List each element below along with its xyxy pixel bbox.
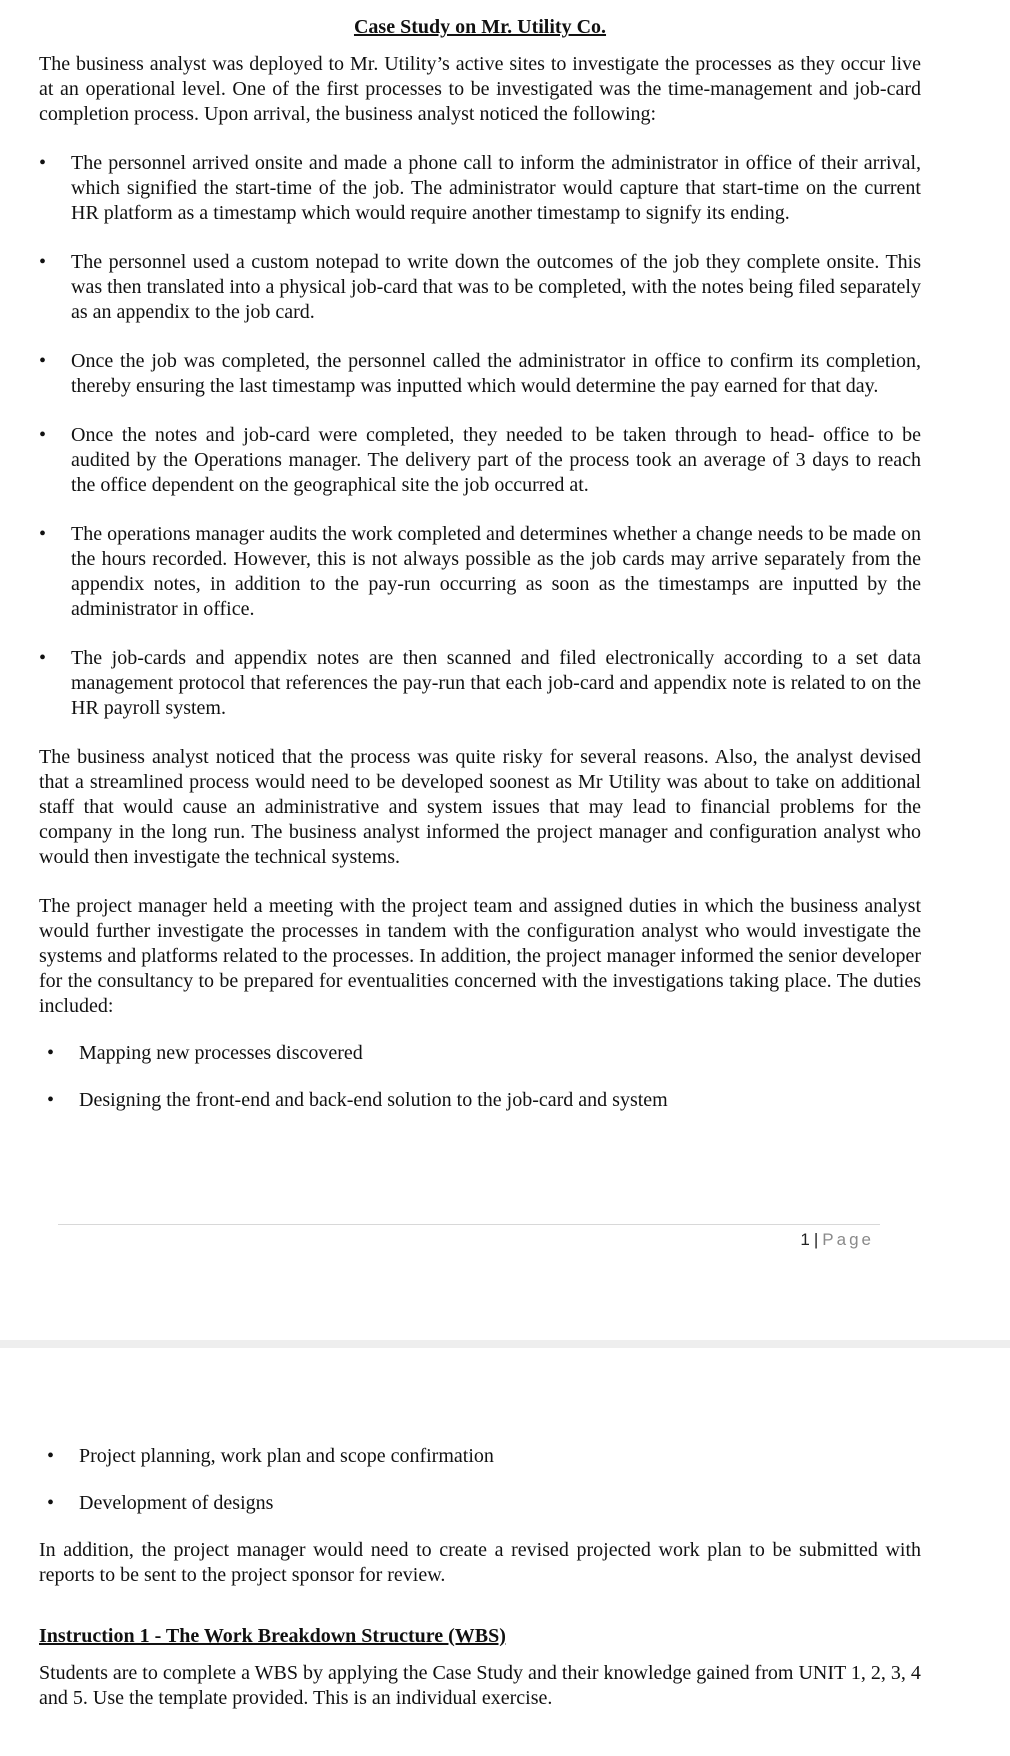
duty-item: • Project planning, work plan and scope confirmation (47, 1445, 494, 1467)
page-number: 1 (800, 1230, 810, 1249)
workplan-paragraph: In addition, the project manager would need to create a revised projected work plan to be submitted with reports to be sent to the project sponsor for review. (39, 1539, 921, 1586)
bullet-icon: • (47, 1042, 55, 1064)
observation-item: • The operations manager audits the work completed and determines whether a change needs to be made on the hours recorded. However, this is not always possible as the job cards may arrive separately from the appendix notes, in addition to the pay-run occurring as soon as the timestamps are inputted by the administrator in office. (39, 523, 921, 620)
observations-list (39, 151, 921, 721)
footer-divider (58, 1224, 880, 1225)
bullet-icon: • (47, 1089, 55, 1111)
observation-item: • The personnel arrived onsite and made a phone call to inform the administrator in office of their arrival, which signified the start-time of the job. The administrator would capture that start-time on the current HR platform as a timestamp which would require another timestamp to signify its ending. (39, 152, 921, 224)
risk-paragraph: The business analyst noticed that the process was quite risky for several reasons. Also, the analyst devised that a streamlined process would need to be developed soonest as Mr Utility was about to take on additional staff that would cause an administrative and system issues that may lead to financial problems for the company in the long run. The business analyst informed the project manager and configuration analyst who would then investigate the technical systems. (39, 746, 921, 868)
page-1-content (39, 16, 921, 1113)
page-separator: | (813, 1230, 819, 1249)
duty-item: • Designing the front-end and back-end solution to the job-card and system (47, 1089, 668, 1111)
bullet-icon: • (39, 350, 47, 372)
bullet-icon: • (39, 424, 47, 446)
duties-list-page-2 (39, 1444, 921, 1516)
instruction-heading: Instruction 1 - The Work Breakdown Structure (WBS) (39, 1625, 506, 1647)
bullet-icon: • (39, 251, 47, 273)
intro-paragraph: The business analyst was deployed to Mr. Utility’s active sites to investigate the processes as they occur live at an operational level. One of the first processes to be investigated was the time-management and job-card completion process. Upon arrival, the business analyst noticed the following: (39, 53, 921, 125)
document-title: Case Study on Mr. Utility Co. (353, 16, 607, 38)
meeting-paragraph: The project manager held a meeting with the project team and assigned duties in which the business analyst would further investigate the processes in tandem with the configuration analyst who would investigate the systems and platforms related to the processes. In addition, the project manager informed the senior developer for the consultancy to be prepared for eventualities concerned with the investigations taking place. The duties included: (39, 895, 921, 1017)
bullet-icon: • (39, 523, 47, 545)
page-break (0, 1340, 1010, 1348)
page-footer (800, 1230, 874, 1250)
document-page-2 (0, 1348, 1010, 1756)
observation-item: • The personnel used a custom notepad to write down the outcomes of the job they complete onsite. This was then translated into a physical job-card that was to be completed, with the notes being filed separately as an appendix to the job card. (39, 251, 921, 323)
bullet-icon: • (39, 647, 47, 669)
bullet-icon: • (39, 152, 47, 174)
page-label: Page (822, 1230, 874, 1249)
observation-item: • The job-cards and appendix notes are then scanned and filed electronically according to a set data management protocol that references the pay-run that each job-card and appendix note is related to on the HR payroll system. (39, 647, 921, 719)
observation-item: • Once the job was completed, the personnel called the administrator in office to confirm its completion, thereby ensuring the last timestamp was inputted which would determine the pay earned for that day. (39, 350, 921, 397)
duty-item: • Development of designs (47, 1492, 274, 1514)
bullet-icon: • (47, 1445, 55, 1467)
observation-item: • Once the notes and job-card were completed, they needed to be taken through to head- office to be audited by the Operations manager. The delivery part of the process took an average of 3 days to reach the office dependent on the geographical site the job occurred at. (39, 424, 921, 496)
instruction-paragraph: Students are to complete a WBS by applying the Case Study and their knowledge gained from UNIT 1, 2, 3, 4 and 5. Use the template provided. This is an individual exercise. (39, 1662, 921, 1709)
bullet-icon: • (47, 1492, 55, 1514)
page-2-content (39, 1444, 921, 1711)
duties-list-page-1 (39, 1041, 921, 1113)
duty-item: • Mapping new processes discovered (47, 1042, 363, 1064)
